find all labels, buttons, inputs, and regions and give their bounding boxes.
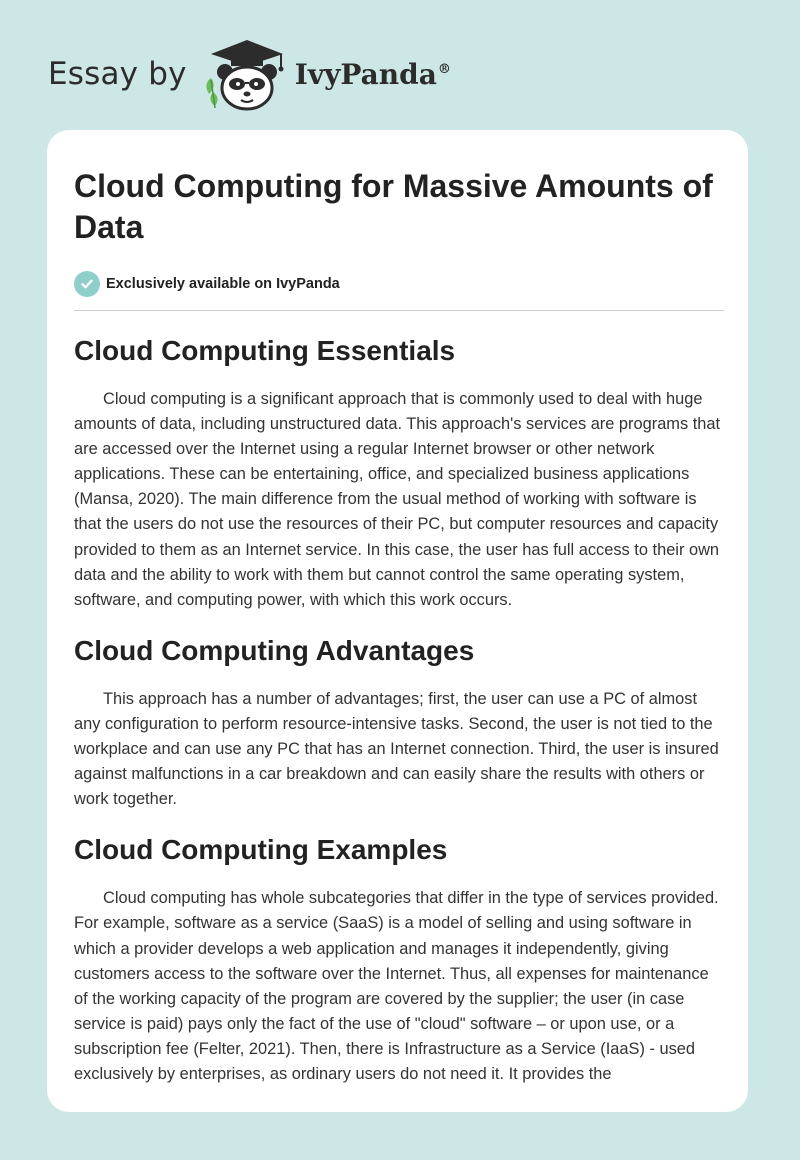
section-essentials (74, 334, 724, 613)
section-heading: Cloud Computing Advantages (74, 634, 475, 666)
exclusive-badge-label: Exclusively available on IvyPanda (106, 276, 340, 292)
site-header-brand[interactable] (48, 34, 451, 114)
check-circle-icon (74, 271, 100, 297)
section-paragraph: This approach has a number of advantages; first, the user can use a PC of almost any configuration to perform resource-intensive tasks. Second, the user is not tied to the workplace and can use any PC that has an Internet connection. Third, the user is insured against malfunctions in a car breakdown and can easily share the results with others or work together. (74, 689, 719, 809)
essay-content (74, 166, 724, 1087)
panda-graduate-logo-icon (201, 34, 289, 114)
title-divider (74, 310, 724, 311)
ivypanda-wordmark: IvyPanda® (294, 57, 451, 91)
section-paragraph: Cloud computing has whole subcategories that differ in the type of services provided. For example, software as a service (SaaS) is a model of selling and using software in which a provider develops a web application and manages it independently, giving customers access to the software over the Internet. Thus, all expenses for maintenance of the working capacity of the program are covered by the supplier; the user (in case service is paid) pays only the fact of the use of "cloud" software – or upon use, or a subscription fee (Felter, 2021). Then, there is Infrastructure as a Service (IaaS) - used exclusively by enterprises, as ordinary users do not need it. It provides the (74, 889, 719, 1083)
essay-card (47, 130, 748, 1112)
essay-by-label: Essay by (48, 56, 187, 92)
section-heading: Cloud Computing Examples (74, 834, 448, 866)
section-heading: Cloud Computing Essentials (74, 335, 456, 366)
exclusive-badge (74, 271, 724, 297)
section-advantages (74, 634, 724, 812)
section-paragraph: Cloud computing is a significant approach that is commonly used to deal with huge amounts of data, including unstructured data. This approach's services are programs that are accessed over the Internet using a regular Internet browser or other network applications. These can be entertaining, office, and specialized business applications (Mansa, 2020). The main difference from the usual method of working with software is that the users do not use the resources of their PC, but computer resources and capacity provided to them as an Internet service. In this case, the user has full access to their own data and the ability to work with them but cannot control the same operating system, software, and computing power, with which this work occurs. (74, 390, 721, 609)
section-examples (74, 833, 724, 1087)
page-title: Cloud Computing for Massive Amounts of Data (74, 168, 713, 245)
